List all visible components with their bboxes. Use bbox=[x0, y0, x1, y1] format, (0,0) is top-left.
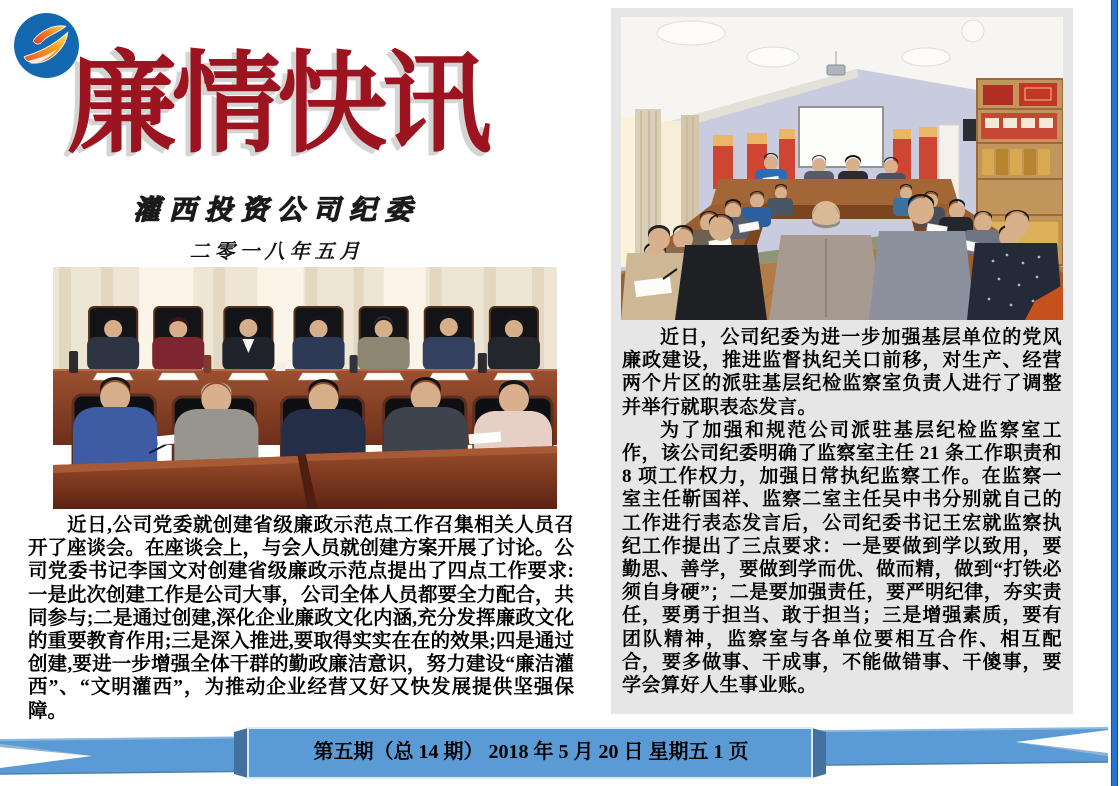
left-article bbox=[28, 514, 574, 723]
left-article-text: 近日,公司党委就创建省级廉政示范点工作召集相关人员召开了座谈会。在座谈会上，与会人员就创建方案开展了讨论。公司党委书记李国文对创建省级廉政示范点提出了四点工作要求:一是此次创建工作是公司大事，公司全体人员都要全力配合，共同参与;二是通过创建,深化企业廉政文化内涵,充分发挥廉政文化的重要教育作用;三是深入推进,要取得实实在在的效果;四是通过创建,要进一步增强全体干群的勤政廉洁意识，努力建设“廉洁灌西”、“文明灌西”，为推动企业经营又好又快发展提供坚强保障。 bbox=[28, 515, 575, 722]
right-column-panel bbox=[611, 8, 1073, 714]
right-meeting-photo bbox=[621, 17, 1063, 320]
right-article-paragraph-1: 近日，公司纪委为进一步加强基层单位的党风廉政建设，推进监督执纪关口前移，对生产、经营两个片区的派驻基层纪检监察室负责人进行了调整并举行就职表态发言。 bbox=[622, 327, 1062, 418]
masthead-organization: 灌西投资公司纪委 bbox=[133, 195, 421, 225]
page-right-border bbox=[1111, 0, 1118, 786]
footer-issue-info: 第五期（总 14 期） 2018 年 5 月 20 日 星期五 1 页 bbox=[313, 741, 749, 763]
right-article bbox=[622, 326, 1062, 697]
right-article-paragraph-2: 为了加强和规范公司派驻基层纪检监察室工作，该公司纪委明确了监察室主任 21 条工作职责和 8 项工作权力，加强日常执纪监察工作。在监察一室主任靳国祥、监察二室主任吴中书分别就自己的工作进行表态发言后，公司纪委书记王宏就监察执纪工作提出了三点要求：一是要做到学以致用，要勤思、善学，要做到学而优、做而精，做到“打铁必须自身硬”；二是要加强责任，要严明纪律，夯实责任，要勇于担当、敢于担当；三是增强素质，要有团队精神，监察室与各单位要相互合作、相互配合，要多做事、干成事，不能做错事、干傻事，要学会算好人生事业账。 bbox=[622, 419, 1063, 697]
masthead-title: 廉情快讯 bbox=[67, 44, 487, 166]
left-meeting-photo bbox=[53, 267, 557, 509]
masthead-period: 二零一八年五月 bbox=[189, 241, 365, 263]
